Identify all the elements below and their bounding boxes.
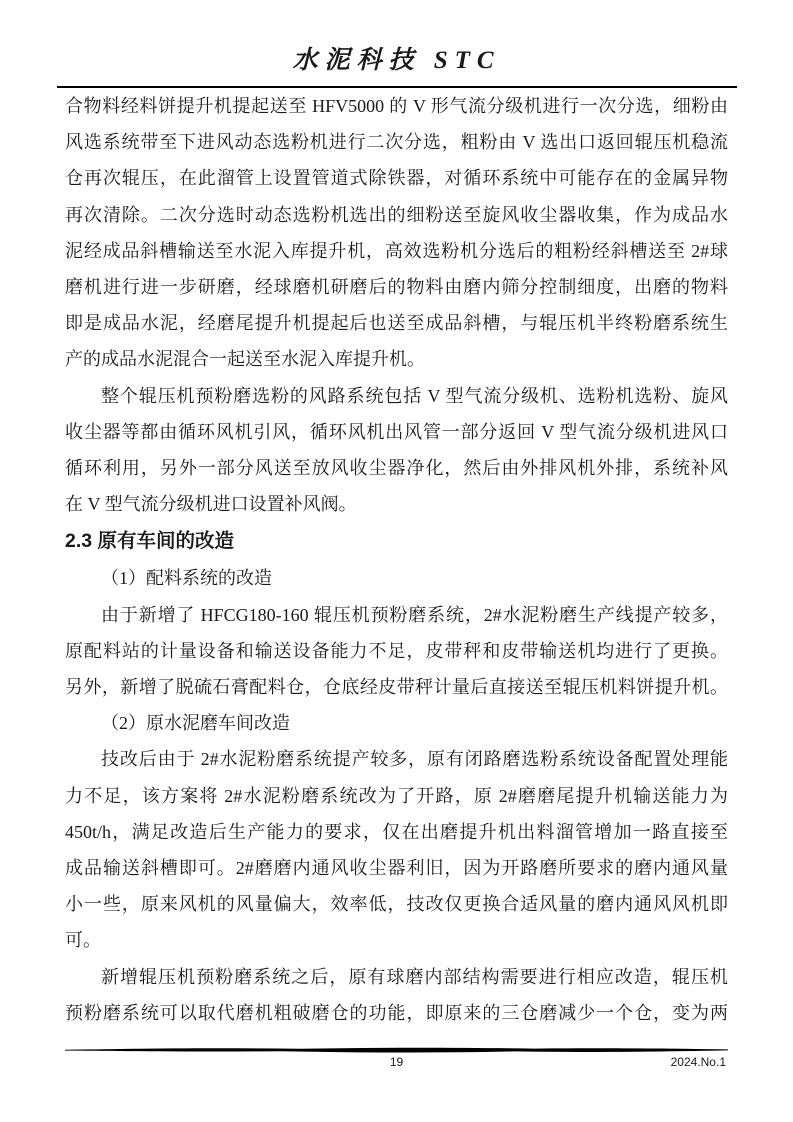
text-line: 再次清除。二次分选时动态选粉机选出的细粉送至旋风收尘器收集，作为成品水 — [65, 204, 728, 225]
footer-rule — [65, 1046, 728, 1054]
journal-title: 水泥科技 STC — [292, 47, 501, 74]
issue-label: 2024.No.1 — [670, 1055, 726, 1069]
text-line: 预粉磨系统可以取代磨机粗破磨仓的功能，即原来的三仓磨减少一个仓，变为两 — [65, 1002, 728, 1023]
text-line: 原配料站的计量设备和输送设备能力不足，皮带秤和皮带输送机均进行了更换。 — [65, 640, 728, 661]
text-line: 产的成品水泥混合一起送至水泥入库提升机。 — [65, 349, 425, 370]
text-line: 小一些，原来风机的风量偏大，效率低，技改仅更换合适风量的磨内通风风机即 — [65, 894, 728, 915]
text-line: 由于新增了 HFCG180-160 辊压机预粉磨系统，2#水泥粉磨生产线提产较多， — [101, 604, 728, 625]
text-line: 可。 — [65, 930, 101, 951]
text-line: 仓再次辊压，在此溜管上设置管道式除铁器，对循环系统中可能存在的金属异物 — [65, 168, 728, 189]
text-line: 力不足，该方案将 2#水泥粉磨系统改为了开路，原 2#磨磨尾提升机输送能力为 — [65, 785, 728, 806]
footer-row — [65, 1055, 728, 1073]
text-line: 循环利用，另外一部分风送至放风收尘器净化，然后由外排风机外排，系统补风 — [65, 458, 728, 479]
text-line: 450t/h，满足改造后生产能力的要求，仅在出磨提升机出料溜管增加一路直接至 — [65, 821, 728, 842]
text-line: 另外，新增了脱硫石膏配料仓，仓底经皮带秤计量后直接送至辊压机料饼提升机。 — [65, 677, 728, 698]
page-footer — [65, 1046, 728, 1073]
text-line: 整个辊压机预粉磨选粉的风路系统包括 V 型气流分级机、选粉机选粉、旋风 — [101, 385, 728, 406]
text-line: （1）配料系统的改造 — [101, 568, 272, 589]
text-line: 技改后由于 2#水泥粉磨系统提产较多，原有闭路磨选粉系统设备配置处理能 — [101, 749, 728, 770]
text-line: 在 V 型气流分级机进口设置补风阀。 — [65, 494, 357, 515]
text-line: （2）原水泥磨车间改造 — [101, 713, 290, 734]
text-line: 收尘器等都由循环风机引风，循环风机出风管一部分返回 V 型气流分级机进风口 — [65, 421, 728, 442]
page-body — [65, 88, 728, 1031]
page-number: 19 — [389, 1055, 404, 1069]
text-line: 成品输送斜槽即可。2#磨磨内通风收尘器利旧，因为开路磨所要求的磨内通风量 — [65, 858, 728, 879]
text-line: 合物料经料饼提升机提起送至 HFV5000 的 V 形气流分级机进行一次分选，细粉由 — [65, 96, 728, 116]
text-line: 新增辊压机预粉磨系统之后，原有球磨内部结构需要进行相应改造，辊压机 — [101, 966, 728, 987]
text-line: 泥经成品斜槽输送至水泥入库提升机，高效选粉机分选后的粗粉经斜槽送至 2#球 — [65, 240, 728, 261]
section-heading: 2.3 原有车间的改造 — [65, 530, 235, 553]
text-line: 即是成品水泥，经磨尾提升机提起后也送至成品斜槽，与辊压机半终粉磨系统生 — [65, 313, 728, 334]
text-line: 风选系统带至下进风动态选粉机进行二次分选，粗粉由 V 选出口返回辊压机稳流 — [65, 132, 728, 153]
text-line: 磨机进行进一步研磨，经球磨机研磨后的物料由磨内筛分控制细度，出磨的物料 — [65, 277, 728, 298]
